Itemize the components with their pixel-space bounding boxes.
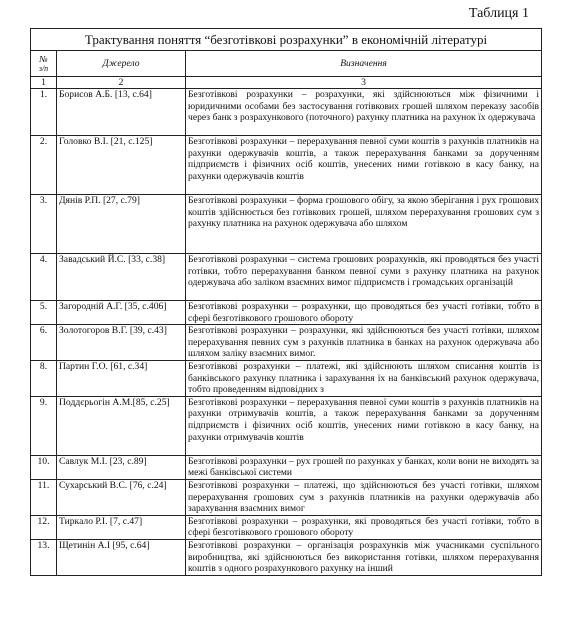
table-row — [31, 479, 542, 515]
table-row — [31, 136, 542, 195]
table-row — [31, 515, 542, 539]
table-row — [31, 195, 542, 254]
row-number: 5. — [31, 301, 57, 325]
row-source: Тиркало Р.І. [7, с.47] — [57, 515, 186, 539]
row-source: Завадський Й.С. [33, с.38] — [57, 254, 186, 301]
row-definition: Безготівкові розрахунки – розрахунки, які здійснюються між фізичними і юридичними особами без застосування готівкових грошей шляхом переказу засобів через банк з розрахункового (поточного) рахунку платника на рахунок їх одержувача — [186, 89, 542, 136]
row-source: Золотогоров В.Г. [39, с.43] — [57, 325, 186, 361]
table-caption: Трактування поняття “безготівкові розрахунки” в економічній літературі — [31, 29, 542, 51]
row-source: Сухарський В.С. [76, с.24] — [57, 479, 186, 515]
table-number-label: Таблиця 1 — [468, 6, 529, 21]
header-number-symbol: № — [39, 54, 48, 64]
row-number: 12. — [31, 515, 57, 539]
row-number: 8. — [31, 360, 57, 396]
column-index-3: 3 — [186, 77, 542, 89]
row-number: 10. — [31, 455, 57, 479]
row-number: 6. — [31, 325, 57, 361]
header-source: Джерело — [57, 51, 186, 77]
row-definition: Безготівкові розрахунки – перерахування певної суми коштів з рахунків платників на рахунки отримувачів коштів, а також перерахування банками за дорученням підприємств і фізичних осіб коштів, унесених ними готівкою в касу банку, на рахунки отримувачів коштів — [186, 396, 542, 455]
header-number-sub: з/п — [38, 64, 49, 73]
row-definition: Безготівкові розрахунки – організація розрахунків між учасниками суспільного виробництва, які здійснюються без використання готівки, шляхом перерахування коштів з одного розрахункового рахунку на інший — [186, 539, 542, 575]
table-row — [31, 396, 542, 455]
header-definition: Визначення — [186, 51, 542, 77]
table-row — [31, 325, 542, 361]
row-source: Савлук М.І. [23, с.89] — [57, 455, 186, 479]
column-index-1: 1 — [31, 77, 57, 89]
definitions-table — [30, 28, 542, 576]
row-number: 11. — [31, 479, 57, 515]
table-row — [31, 254, 542, 301]
row-source: Партин Г.О. [61, с.34] — [57, 360, 186, 396]
row-definition: Безготівкові розрахунки – розрахунки, які здійснюються без участі готівки, шляхом перерахування певних сум з рахунків платника в банках на рахунок одержувача або шляхом заліку взаємних вимог. — [186, 325, 542, 361]
header-row — [31, 51, 542, 77]
row-definition: Безготівкові розрахунки – розрахунки, які проводяться без участі готівки, тобто в сфері безготівкового грошового обороту — [186, 515, 542, 539]
row-source: Борисов А.Б. [13, с.64] — [57, 89, 186, 136]
row-definition: Безготівкові розрахунки – система грошових розрахунків, які проводяться без участі готівки, тобто перерахування банком певної суми з рахунку платника на рахунок одержувача або заліком взаємних вимог підприємств і громадських організацій — [186, 254, 542, 301]
row-definition: Безготівкові розрахунки – платежі, що здійснюються без участі готівки, шляхом перерахування грошових сум з рахунків платників на рахунки одержувачів або зарахування взаємних вимог — [186, 479, 542, 515]
table-row — [31, 89, 542, 136]
column-index-2: 2 — [57, 77, 186, 89]
row-definition: Безготівкові розрахунки – розрахунки, що проводяться без участі готівки, тобто в сфері безготівкового грошового обороту — [186, 301, 542, 325]
row-definition: Безготівкові розрахунки – перерахування певної суми коштів з рахунків платників на рахунки одержувачів коштів, а також перерахування банками за дорученням підприємств і фізичних осіб коштів, унесених ними готівкою в касу банку, на рахунки одержувачів коштів — [186, 136, 542, 195]
table-row — [31, 360, 542, 396]
row-source: Головко В.І. [21, с.125] — [57, 136, 186, 195]
column-index-row — [31, 77, 542, 89]
row-source: Дянів Р.П. [27, с.79] — [57, 195, 186, 254]
row-number: 1. — [31, 89, 57, 136]
row-source: Щетинін А.І [95, с.64] — [57, 539, 186, 575]
row-number: 9. — [31, 396, 57, 455]
row-number: 3. — [31, 195, 57, 254]
row-source: Загородній А.Г. [35, с.406] — [57, 301, 186, 325]
table-row — [31, 301, 542, 325]
row-number: 13. — [31, 539, 57, 575]
row-definition: Безготівкові розрахунки – платежі, які здійснюють шляхом списання коштів із банківського рахунку платника і зарахування їх на банківський рахунок одержувача, тобто проведенням відповідних з — [186, 360, 542, 396]
table-row — [31, 455, 542, 479]
header-number — [31, 51, 57, 77]
table-row — [31, 539, 542, 575]
row-number: 4. — [31, 254, 57, 301]
row-number: 2. — [31, 136, 57, 195]
row-definition: Безготівкові розрахунки – форма грошового обігу, за якою зберігання і рух грошових коштів здійснюється без готівкових грошей, шляхом перерахування грошових сум з рахунку платника на рахунок одержувача або шляхом — [186, 195, 542, 254]
row-source: Поддєрьогін А.М.[85, с.25] — [57, 396, 186, 455]
row-definition: Безготівкові розрахунки – рух грошей по рахунках у банках, коли вони не виходять за межі банківської системи — [186, 455, 542, 479]
